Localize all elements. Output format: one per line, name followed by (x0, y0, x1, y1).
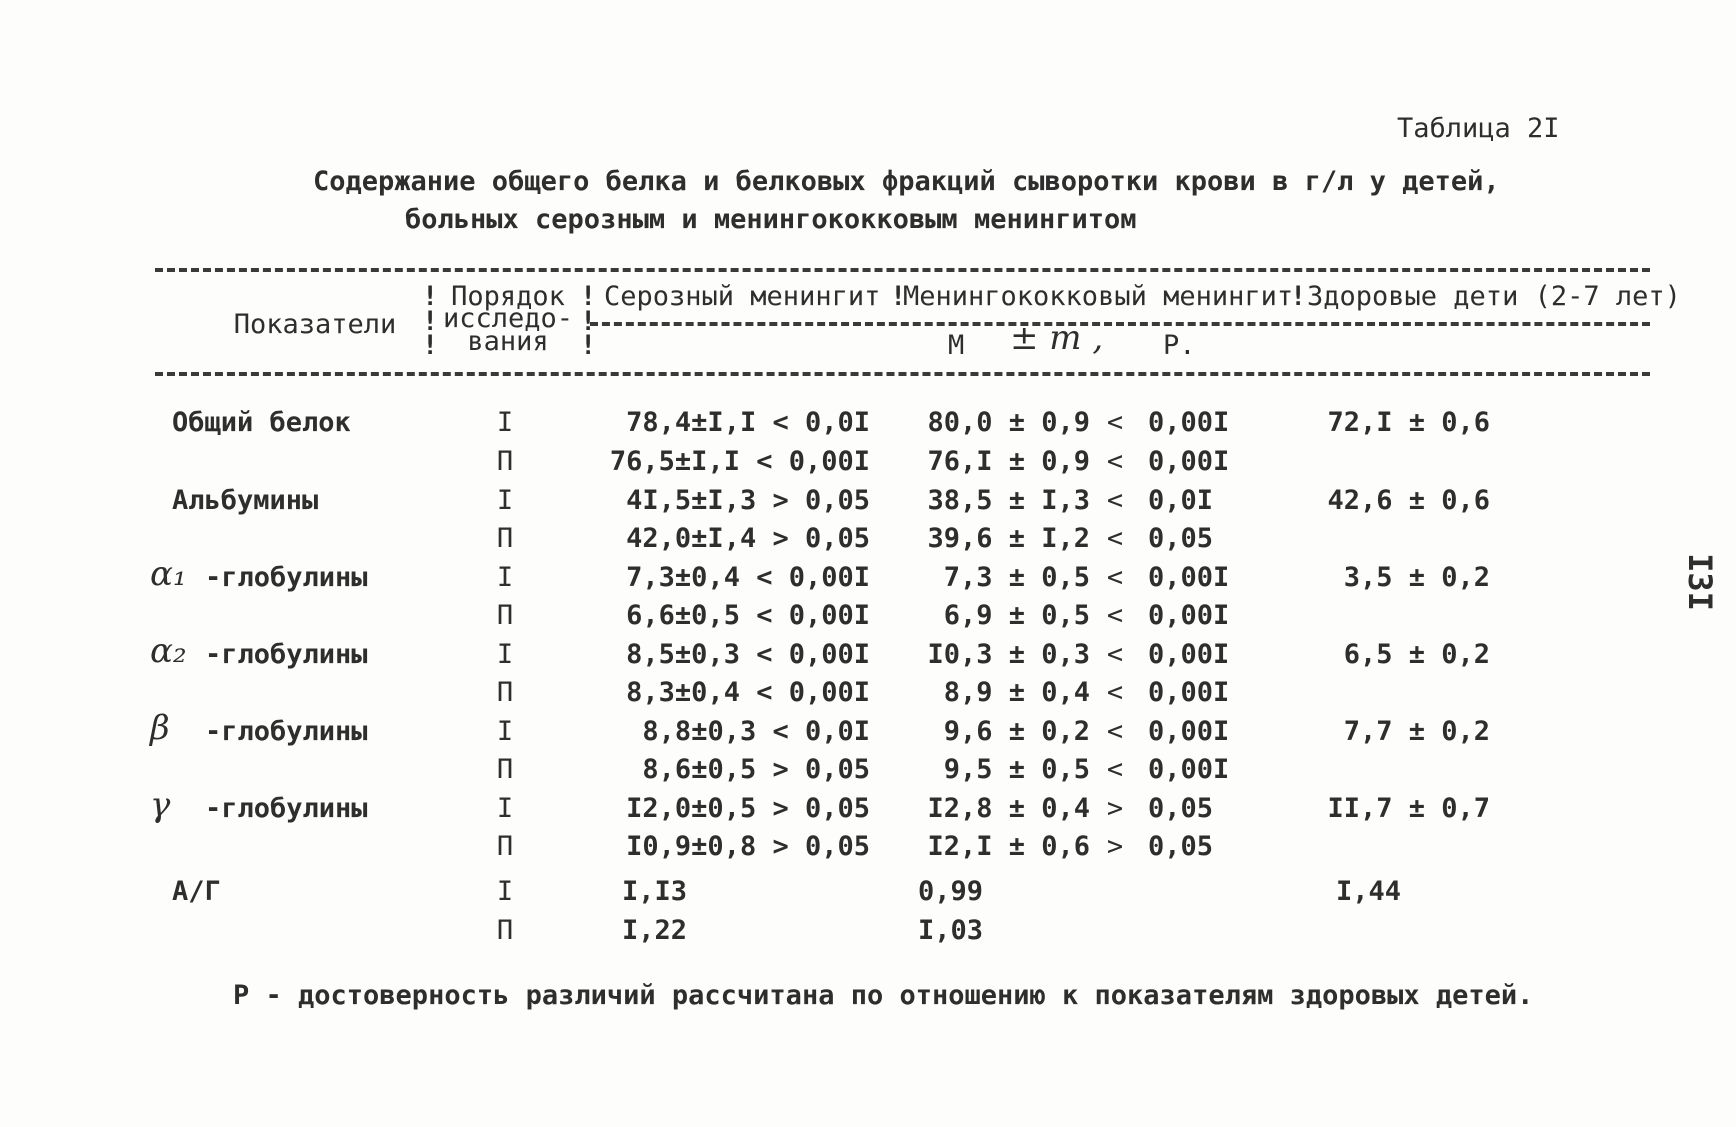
row-healthy: 7,7 ± 0,2 (1343, 716, 1490, 747)
row-mening-p: 0,05 (1148, 523, 1214, 554)
row-mening-compare: < (1106, 446, 1124, 477)
row-name-prefix: γ (150, 785, 171, 825)
row-healthy: 6,5 ± 0,2 (1343, 639, 1490, 670)
table-title-line1: Содержание общего белка и белковых фракций сыворотки крови в г/л у детей, (313, 166, 1500, 197)
header-separator: ! (580, 281, 597, 312)
row-healthy: 42,6 ± 0,6 (1327, 485, 1490, 516)
row-healthy: 3,5 ± 0,2 (1343, 562, 1490, 593)
row-order: I (496, 562, 514, 593)
header-order-line2: исследо- (442, 303, 574, 334)
header-meningococcal: Менингококковый менингит (903, 281, 1294, 312)
header-stat-pm: ± m , (1010, 318, 1104, 358)
row-mening-compare: > (1106, 793, 1124, 824)
header-serous: Серозный менингит (604, 281, 881, 312)
row-mening-value: 6,9 ± 0,5 (943, 600, 1090, 631)
row-mening-compare: < (1106, 754, 1124, 785)
row-name-prefix: α₁ (150, 554, 187, 594)
row-healthy: II,7 ± 0,7 (1327, 793, 1490, 824)
row-mening-p: 0,00I (1148, 600, 1230, 631)
row-serous: I2,0±0,5 > 0,05 (626, 793, 870, 824)
row-order: П (496, 915, 514, 946)
row-mening-value: 0,99 (918, 876, 984, 907)
table-label: Таблица 2I (1397, 113, 1560, 144)
header-separator: ! (580, 306, 597, 337)
row-serous: I,22 (622, 915, 688, 946)
header-middle-rule (590, 322, 1650, 326)
page-number: I3I (1681, 553, 1719, 611)
row-order: I (496, 793, 514, 824)
row-serous: 8,6±0,5 > 0,05 (642, 754, 870, 785)
header-indicator: Показатели (233, 309, 397, 340)
row-order: I (496, 876, 514, 907)
row-mening-value: 76,I ± 0,9 (927, 446, 1090, 477)
header-stat-m: М (948, 330, 965, 361)
row-mening-value: 39,6 ± I,2 (927, 523, 1090, 554)
row-mening-compare: < (1106, 600, 1124, 631)
row-order: П (496, 677, 514, 708)
row-serous: 42,0±I,4 > 0,05 (626, 523, 870, 554)
row-order: I (496, 716, 514, 747)
row-mening-p: 0,00I (1148, 446, 1230, 477)
row-order: I (496, 485, 514, 516)
row-mening-value: 9,6 ± 0,2 (943, 716, 1090, 747)
row-serous: 6,6±0,5 < 0,00I (626, 600, 870, 631)
row-mening-value: 80,0 ± 0,9 (927, 407, 1090, 438)
row-mening-compare: < (1106, 523, 1124, 554)
row-mening-compare: < (1106, 407, 1124, 438)
row-order: I (496, 407, 514, 438)
row-serous: 8,3±0,4 < 0,00I (626, 677, 870, 708)
row-order: П (496, 600, 514, 631)
row-order: П (496, 446, 514, 477)
row-serous: 8,5±0,3 < 0,00I (626, 639, 870, 670)
row-indicator: -глобулины (205, 793, 368, 824)
row-serous: I0,9±0,8 > 0,05 (626, 831, 870, 862)
row-serous: I,I3 (622, 876, 688, 907)
row-name-prefix: α₂ (150, 631, 187, 671)
row-mening-compare: < (1106, 716, 1124, 747)
header-separator: ! (422, 281, 439, 312)
row-healthy: 72,I ± 0,6 (1327, 407, 1490, 438)
row-mening-p: 0,05 (1148, 831, 1214, 862)
row-order: П (496, 523, 514, 554)
row-serous: 7,3±0,4 < 0,00I (626, 562, 870, 593)
header-order-line3: вания (467, 326, 549, 357)
row-serous: 78,4±I,I < 0,0I (626, 407, 870, 438)
row-mening-compare: < (1106, 485, 1124, 516)
row-mening-p: 0,0I (1148, 485, 1214, 516)
row-mening-p: 0,00I (1148, 754, 1230, 785)
header-healthy: Здоровые дети (2-7 лет) (1307, 281, 1681, 312)
row-mening-value: 38,5 ± I,3 (927, 485, 1090, 516)
row-mening-compare: < (1106, 677, 1124, 708)
row-mening-value: I2,8 ± 0,4 (927, 793, 1090, 824)
row-indicator: Альбумины (172, 485, 319, 516)
row-mening-p: 0,00I (1148, 716, 1230, 747)
row-order: I (496, 639, 514, 670)
row-order: П (496, 754, 514, 785)
row-name-prefix: β (150, 708, 170, 748)
row-indicator: А/Г (172, 876, 221, 907)
footnote: Р - достоверность различий рассчитана по отношению к показателям здоровых детей. (233, 980, 1534, 1011)
header-order-line1: Порядок (451, 281, 565, 312)
header-separator: ! (1290, 281, 1307, 312)
header-separator: ! (580, 330, 597, 361)
row-healthy: I,44 (1336, 876, 1402, 907)
header-separator: ! (422, 306, 439, 337)
row-mening-p: 0,00I (1148, 677, 1230, 708)
header-separator: ! (890, 281, 907, 312)
header-bottom-rule (155, 372, 1650, 376)
row-serous: 8,8±0,3 < 0,0I (642, 716, 870, 747)
row-mening-compare: > (1106, 831, 1124, 862)
row-mening-value: I,03 (918, 915, 984, 946)
header-top-rule (155, 268, 1650, 272)
row-mening-compare: < (1106, 562, 1124, 593)
row-indicator: -глобулины (205, 639, 368, 670)
row-serous: 76,5±I,I < 0,00I (609, 446, 870, 477)
row-mening-value: I2,I ± 0,6 (927, 831, 1090, 862)
table-title-line2: больных серозным и менингококковым менингитом (405, 204, 1137, 235)
row-mening-value: 8,9 ± 0,4 (943, 677, 1090, 708)
row-mening-value: 9,5 ± 0,5 (943, 754, 1090, 785)
row-indicator: -глобулины (205, 562, 368, 593)
row-mening-value: 7,3 ± 0,5 (943, 562, 1090, 593)
row-indicator: Общий белок (172, 407, 351, 438)
row-mening-p: 0,00I (1148, 562, 1230, 593)
row-serous: 4I,5±I,3 > 0,05 (626, 485, 870, 516)
row-mening-p: 0,00I (1148, 639, 1230, 670)
row-mening-p: 0,00I (1148, 407, 1230, 438)
row-order: П (496, 831, 514, 862)
row-mening-compare: < (1106, 639, 1124, 670)
row-mening-value: I0,3 ± 0,3 (927, 639, 1090, 670)
row-mening-p: 0,05 (1148, 793, 1214, 824)
header-separator: ! (422, 330, 439, 361)
row-indicator: -глобулины (205, 716, 368, 747)
header-stat-p: Р. (1163, 330, 1196, 361)
